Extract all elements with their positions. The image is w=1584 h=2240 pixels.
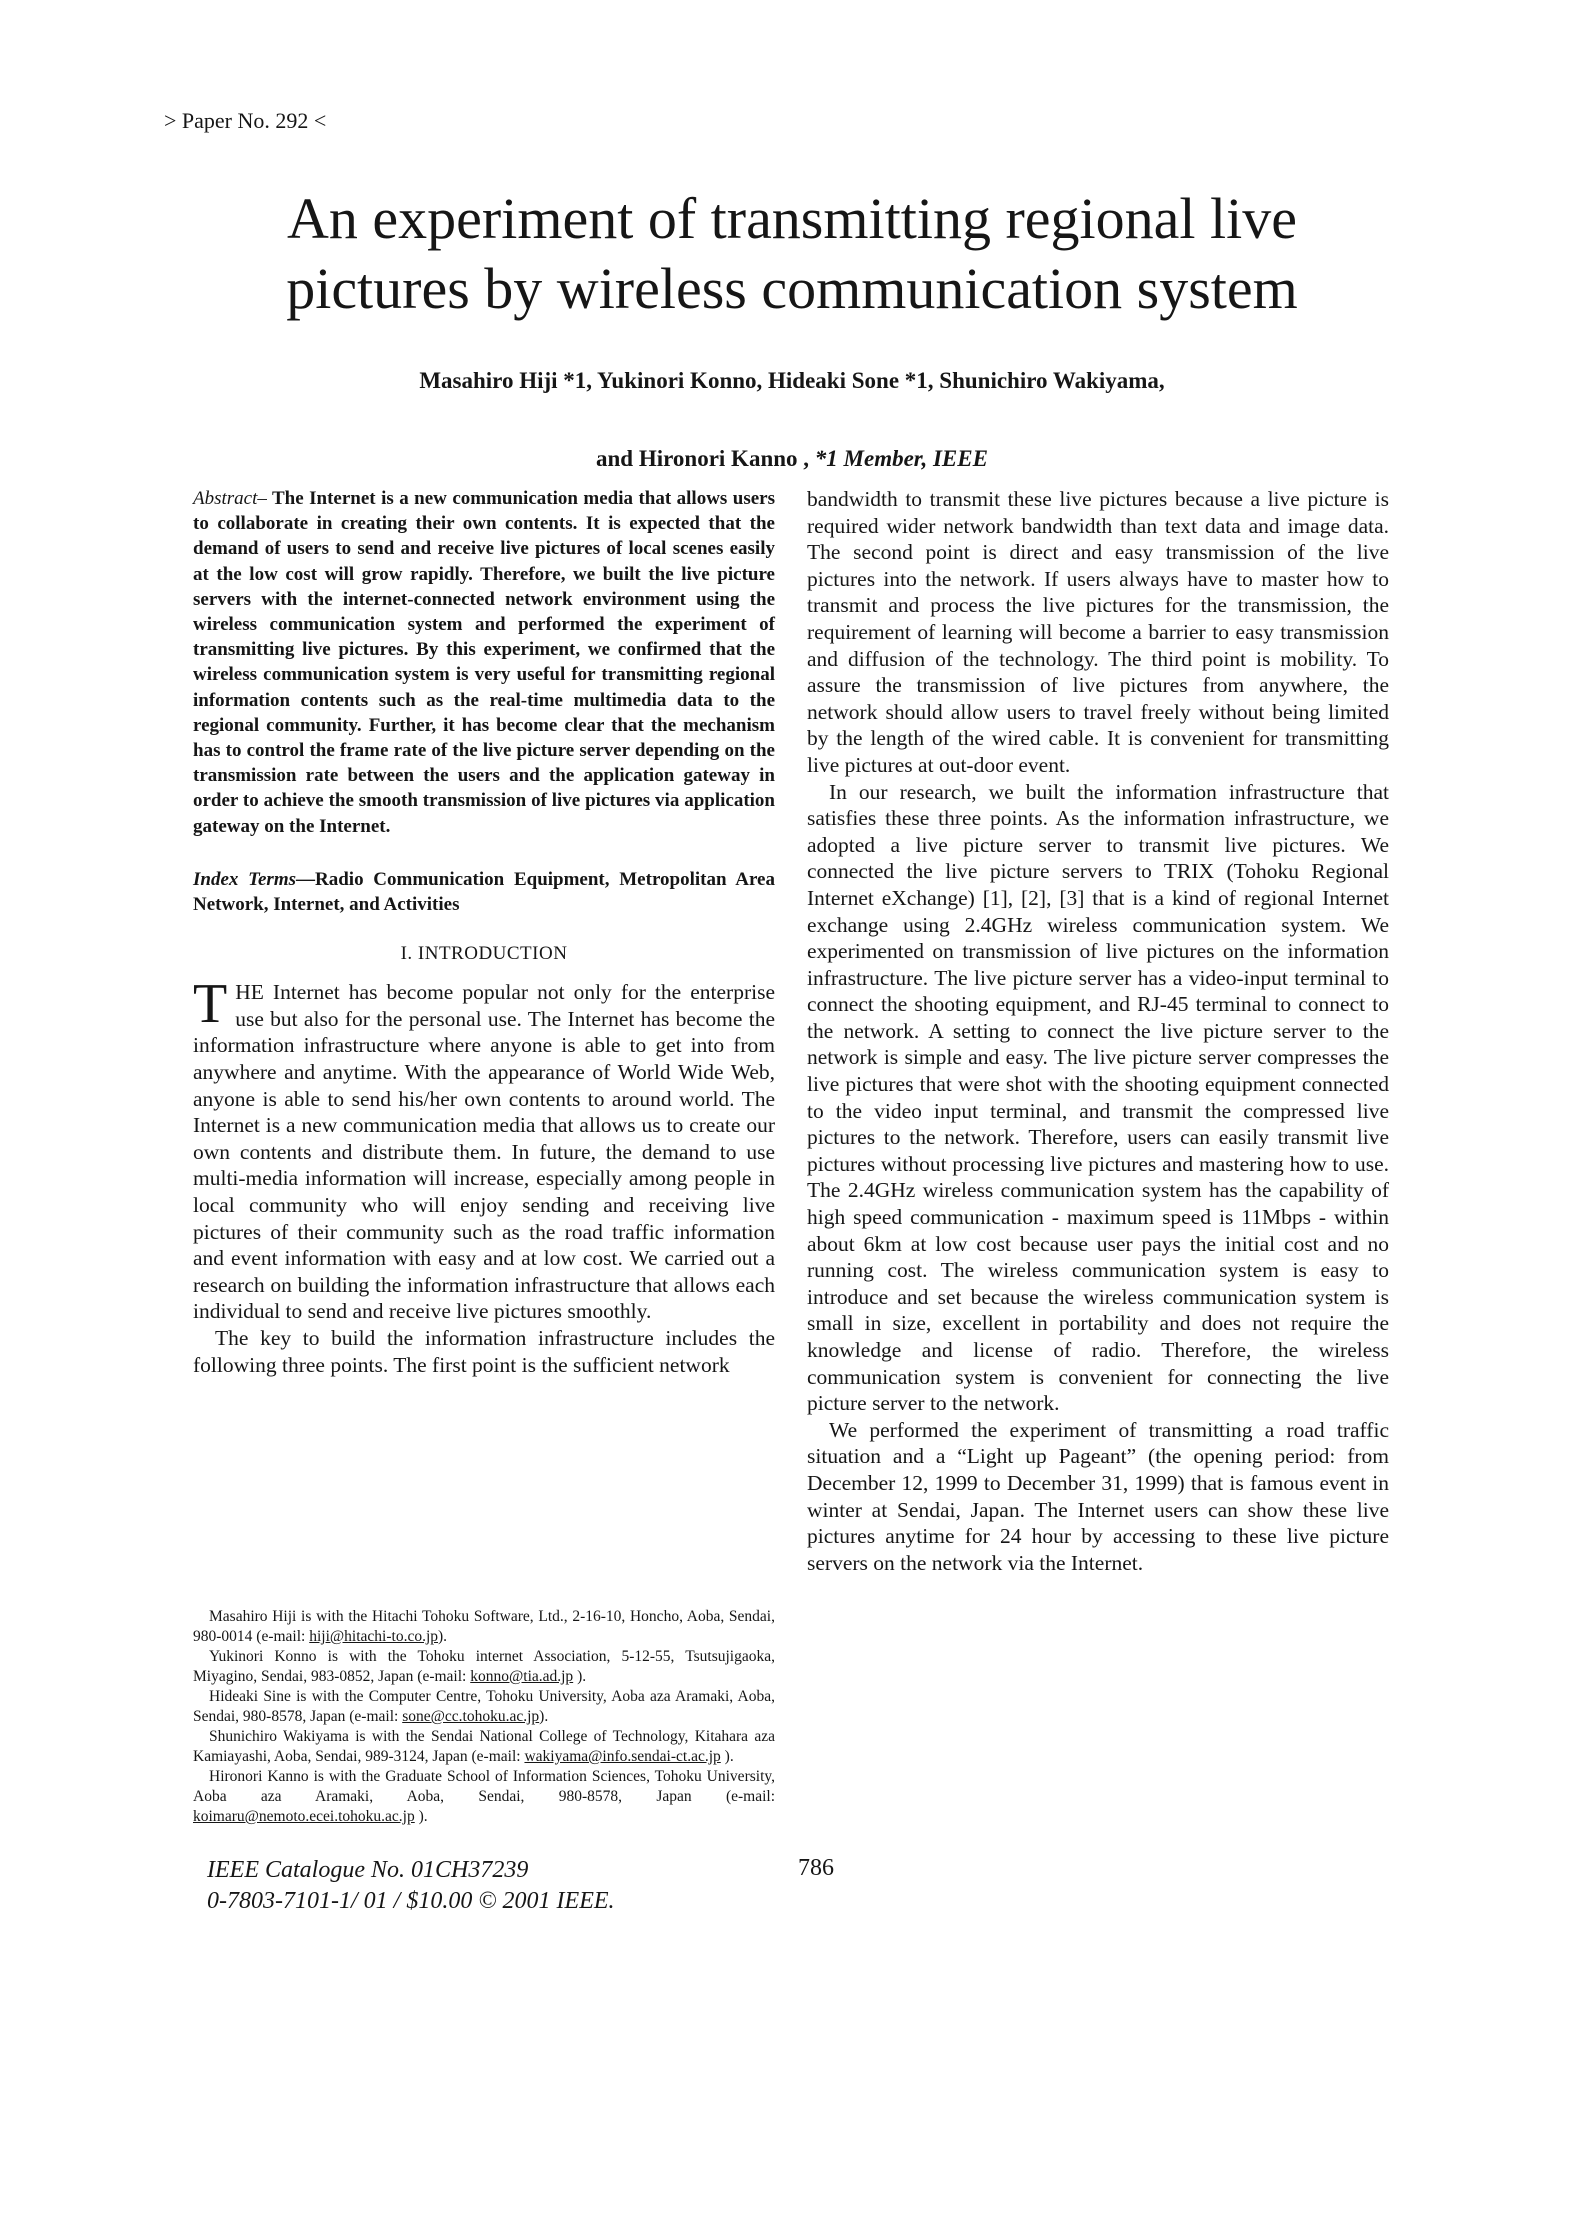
index-terms-text: —Radio Communication Equipment, Metropolitan Area Network, Internet, and Activities (193, 868, 775, 916)
email-link-wakiyama[interactable]: wakiyama@info.sendai-ct.ac.jp (524, 1748, 721, 1765)
email-link-hiji[interactable]: hiji@hitachi-to.co.jp (309, 1628, 439, 1645)
index-terms-lead: Index Terms (193, 868, 296, 890)
page-number: 786 (798, 1855, 834, 1881)
isbn-copyright: 0-7803-7101-1/ 01 / $10.00 © 2001 IEEE. (207, 1888, 615, 1914)
intro-paragraph-2: The key to build the information infrastructure includes the following three points. The first point is the sufficient network (193, 1325, 775, 1377)
catalogue-number: IEEE Catalogue No. 01CH37239 (207, 1857, 529, 1883)
email-link-sone[interactable]: sone@cc.tohoku.ac.jp (402, 1708, 540, 1725)
abstract-lead: Abstract– (193, 488, 267, 509)
paper-label: > Paper No. 292 < (164, 108, 327, 133)
index-terms (193, 867, 775, 917)
title-line-1: An experiment of transmitting regional live (287, 186, 1297, 251)
footnote-wakiyama: Shunichiro Wakiyama is with the Sendai National College of Technology, Kitahara aza Kamiayashi, Aoba, Sendai, 989-3124, Japan (e-mail: wakiyama@info.sendai-ct.ac.jp ). (193, 1728, 775, 1765)
author-list: Masahiro Hiji *1, Yukinori Konno, Hideaki Sone *1, Shunichiro Wakiyama, (419, 368, 1165, 393)
footnote-sone: Hideaki Sine is with the Computer Centre, Tohoku University, Aoba aza Aramaki, Aoba, Sendai, 980-8578, Japan (e-mail: sone@cc.tohoku.ac.jp). (193, 1688, 775, 1725)
footnote-konno: Yukinori Konno is with the Tohoku internet Association, 5-12-55, Tsutsujigaoka, Miyagino, Sendai, 983-0852, Japan (e-mail: konno@tia.ad.jp ). (193, 1648, 775, 1685)
section-heading-introduction: I. INTRODUCTION (400, 943, 568, 965)
footnote-kanno: Hironori Kanno is with the Graduate School of Information Sciences, Tohoku University, Aoba aza Aramaki, Aoba, Sendai, 980-8578, Japan (e-mail: koimaru@nemoto.ecei.tohoku.ac.jp ). (193, 1768, 775, 1825)
right-paragraph-2: In our research, we built the information infrastructure that satisfies these three points. As the information infrastructure, we adopted a live picture server to transmit live pictures. We connected the live picture servers to TRIX (Tohoku Regional Internet eXchange) [1], [2], [3] that is a kind of regional Internet exchange using 2.4GHz wireless communication system. We experimented on transmission of live pictures on the information infrastructure. The live picture server has a video-input terminal to connect the shooting equipment, and RJ-45 terminal to connect to the network. A setting to connect the live picture server to the network is simple and easy. The live picture server compresses the live pictures that were shot with the shooting equipment connected to the video input terminal, and transmit the compressed live pictures to the network. Therefore, users can easily transmit live pictures without processing live pictures and mastering how to use. The 2.4GHz wireless communication system has the capability of high speed communication - maximum speed is 11Mbps - within about 6km at low cost because user pays the initial cost and no running cost. The wireless communication system is easy to introduce and set because the wireless communication system is small in size, excellent in portability and does not require the knowledge and license of radio. Therefore, the wireless communication system is convenient for connecting the live picture server to the network. (807, 779, 1389, 1416)
right-paragraph-1: bandwidth to transmit these live pictures because a live picture is required wider network bandwidth than text data and image data. The second point is direct and easy transmission of the live pictures into the network. If users always have to master how to transmit and process the live pictures for the transmission, the requirement of learning will become a barrier to easy transmission and diffusion of the technology. The third point is mobility. To assure the transmission of live pictures from anywhere, the network should allow users to travel freely without being limited by the length of the wired cable. It is convenient for transmitting live pictures at out-door event. (807, 487, 1389, 777)
email-link-konno[interactable]: konno@tia.ad.jp (470, 1668, 574, 1685)
intro-paragraph-1-text: HE Internet has become popular not only for the enterprise use but also for the personal use. The Internet has become the information infrastructure where anyone is able to get into from anywhere and anytime. With the appearance of World Wide Web, anyone is able to send his/her own contents to around world. The Internet is a new communication media that allows us to create our own contents and distribute them. In future, the demand to use multi-media information will increase, especially among people in local community who will enjoy sending and receiving live pictures of their community such as the road traffic information and event information with easy and at low cost. We carried out a research on building the information infrastructure that allows each individual to send and receive live pictures smoothly. (193, 980, 775, 1324)
email-link-kanno[interactable]: koimaru@nemoto.ecei.tohoku.ac.jp (193, 1808, 415, 1825)
drop-cap: T (193, 973, 228, 1036)
paper-title (160, 184, 1424, 324)
right-column (807, 486, 1389, 1576)
intro-paragraph-1 (193, 973, 775, 1325)
abstract-text: The Internet is a new communication media that allows users to collaborate in creating their own contents. It is expected that the demand of users to send and receive live pictures of local scenes easily at the low cost will grow rapidly. Therefore, we built the live picture servers with the internet-connected network environment using the wireless communication system and performed the experiment of transmitting live pictures. By this experiment, we confirmed that the wireless communication system is very useful for transmitting regional information contents such as the real-time multimedia data to the regional community. Further, it has become clear that the mechanism has to control the frame rate of the live picture server depending on the transmission rate between the users and the application gateway in order to achieve the smooth transmission of live pictures via application gateway on the Internet. (193, 488, 775, 837)
footer-catalogue (207, 1855, 615, 1917)
footnote-hiji: Masahiro Hiji is with the Hitachi Tohoku Software, Ltd., 2-16-10, Honcho, Aoba, Sendai, 980-0014 (e-mail: hiji@hitachi-to.co.jp). (193, 1608, 775, 1645)
member-note: *1 Member, IEEE (814, 446, 988, 471)
abstract (193, 486, 775, 839)
left-column (193, 486, 775, 1378)
title-line-2: pictures by wireless communication system (286, 256, 1298, 321)
last-author: and Hironori Kanno , (596, 446, 810, 471)
author-footnotes (193, 1607, 775, 1827)
author-list-continued (160, 446, 1424, 472)
right-paragraph-3: We performed the experiment of transmitting a road traffic situation and a “Light up Pageant” (the opening period: from December 12, 1999 to December 31, 1999) that is famous event in winter at Sendai, Japan. The Internet users can show these live pictures anytime for 24 hour by accessing to these live picture servers on the network via the Internet. (807, 1417, 1389, 1575)
